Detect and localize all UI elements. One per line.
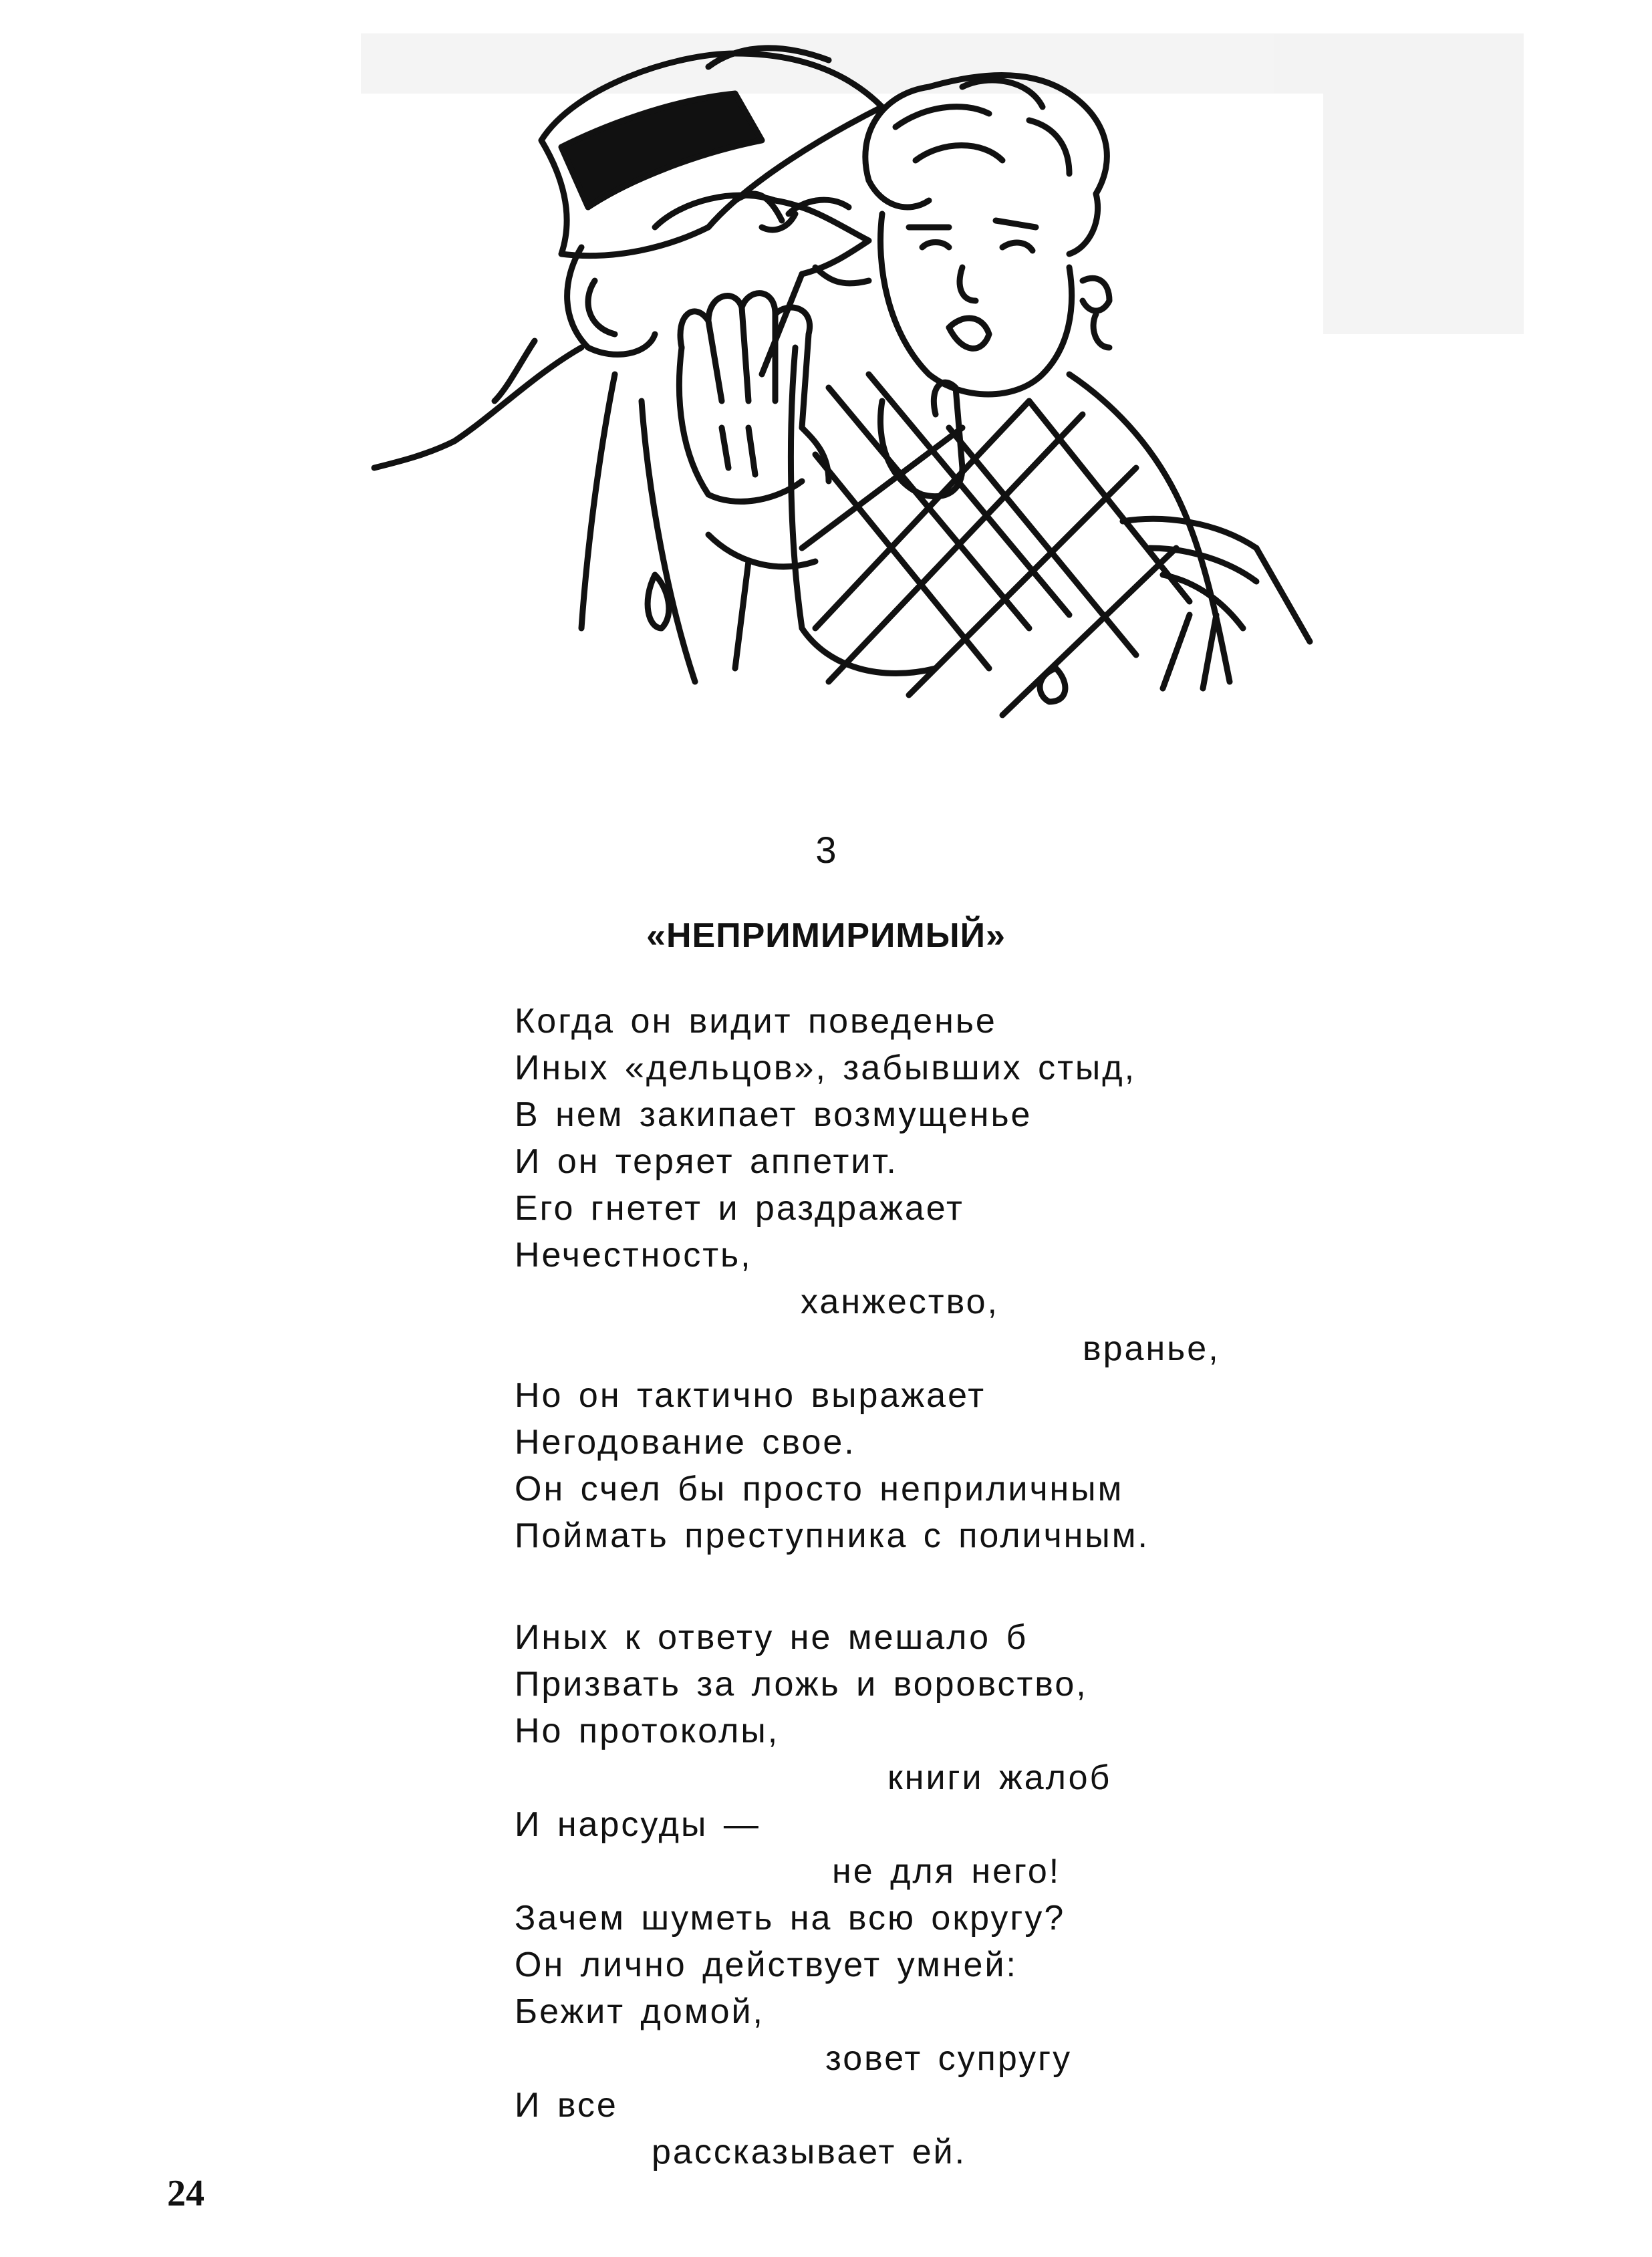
poem-line: Он лично действует умней: bbox=[515, 1946, 1018, 1984]
poem-line: В нем закипает возмущенье bbox=[515, 1095, 1032, 1134]
poem-line: зовет супругу bbox=[825, 2039, 1073, 2078]
poem-line: Когда он видит поведенье bbox=[515, 1002, 997, 1041]
poem-line: Поймать преступника с поличным. bbox=[515, 1516, 1149, 1555]
poem-line: Нечестность, bbox=[515, 1236, 752, 1275]
poem-line: ханжество, bbox=[801, 1283, 999, 1321]
poem-line: Бежит домой, bbox=[515, 1992, 765, 2031]
poem-line: Его гнетет и раздражает bbox=[515, 1189, 964, 1228]
poem-line: вранье, bbox=[1083, 1329, 1220, 1368]
poem-line: И все bbox=[515, 2086, 618, 2125]
section-number: 3 bbox=[815, 829, 837, 871]
poem-line: Призвать за ложь и воровство, bbox=[515, 1665, 1088, 1704]
poem-line: Но он тактично выражает bbox=[515, 1376, 986, 1415]
poem-line: Зачем шуметь на всю округу? bbox=[515, 1899, 1066, 1938]
poem-line: И он теряет аппетит. bbox=[515, 1142, 898, 1181]
poem-line: И нарсуды — bbox=[515, 1805, 761, 1844]
poem-line: Негодование свое. bbox=[515, 1423, 856, 1462]
poem-line: Иных к ответу не мешало б bbox=[515, 1618, 1028, 1657]
poem-line: Но протоколы, bbox=[515, 1712, 780, 1750]
page-number: 24 bbox=[167, 2173, 204, 2214]
poem-title: «НЕПРИМИРИМЫЙ» bbox=[646, 916, 1006, 955]
poem-line: рассказывает ей. bbox=[652, 2133, 967, 2171]
poem-line: Иных «дельцов», забывших стыд, bbox=[515, 1049, 1137, 1087]
poem-line: не для него! bbox=[832, 1852, 1061, 1891]
poem-line: Он счел бы просто неприличным bbox=[515, 1470, 1124, 1508]
poem-line: книги жалоб bbox=[887, 1758, 1112, 1797]
